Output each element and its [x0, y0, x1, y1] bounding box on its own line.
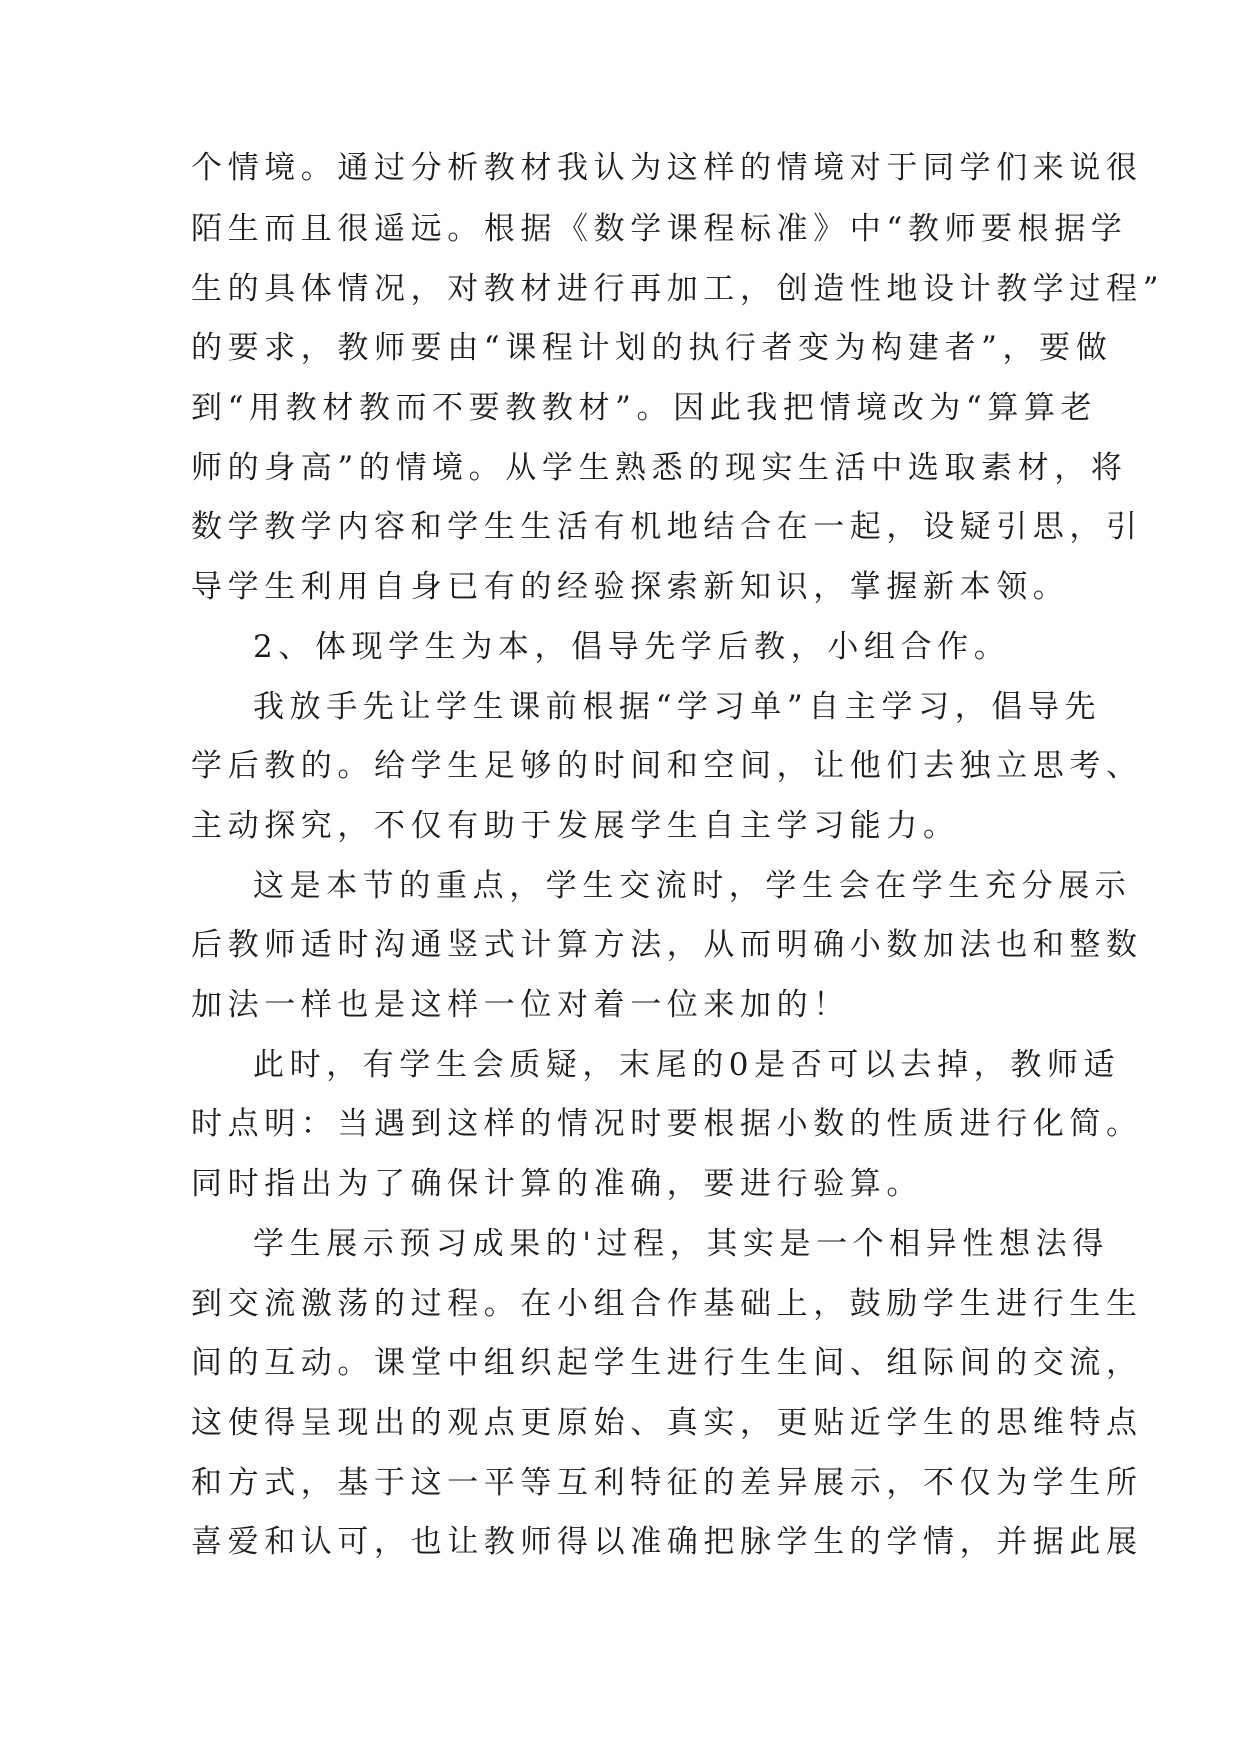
text-line: 这使得呈现出的观点更原始、真实，更贴近学生的思维特点 — [191, 1405, 1143, 1441]
text-line: 学后教的。给学生足够的时间和空间，让他们去独立思考、 — [191, 748, 1143, 784]
text-line: 主动探究，不仅有助于发展学生自主学习能力。 — [191, 808, 960, 844]
text-line: 时点明：当遇到这样的情况时要根据小数的性质进行化简。 — [191, 1106, 1143, 1142]
text-line: 个情境。通过分析教材我认为这样的情境对于同学们来说很 — [191, 150, 1143, 186]
section-heading: 2、体现学生为本，倡导先学后教，小组合作。 — [253, 629, 1011, 665]
text-line: 这是本节的重点，学生交流时，学生会在学生充分展示 — [253, 868, 1132, 904]
text-line: 同时指出为了确保计算的准确，要进行验算。 — [191, 1166, 923, 1202]
text-line: 此时，有学生会质疑，末尾的0是否可以去掉，教师适 — [253, 1047, 1121, 1083]
text-line: 导学生利用自身已有的经验探索新知识，掌握新本领。 — [191, 569, 1070, 605]
text-line: 数学教学内容和学生生活有机地结合在一起，设疑引思，引 — [191, 509, 1143, 545]
text-line: 生的具体情况，对教材进行再加工，创造性地设计教学过程” — [191, 271, 1165, 307]
text-line: 到“用教材教而不要教教材”。因此我把情境改为“算算老 — [191, 390, 1098, 426]
text-line: 我放手先让学生课前根据“学习单”自主学习，倡导先 — [253, 689, 1102, 725]
text-line: 加法一样也是这样一位对着一位来加的！ — [191, 987, 850, 1023]
text-line: 师的身高”的情境。从学生熟悉的现实生活中选取素材，将 — [191, 450, 1128, 486]
text-line: 学生展示预习成果的'过程，其实是一个相异性想法得 — [253, 1226, 1109, 1262]
text-line: 陌生而且很遥远。根据《数学课程标准》中“教师要根据学 — [191, 211, 1128, 247]
text-line: 到交流激荡的过程。在小组合作基础上，鼓励学生进行生生 — [191, 1286, 1143, 1322]
text-line: 的要求，教师要由“课程计划的执行者变为构建者”，要做 — [191, 330, 1113, 366]
text-line: 后教师适时沟通竖式计算方法，从而明确小数加法也和整数 — [191, 927, 1143, 963]
text-line: 和方式，基于这一平等互利特征的差异展示，不仅为学生所 — [191, 1465, 1143, 1501]
text-line: 间的互动。课堂中组织起学生进行生生间、组际间的交流， — [191, 1345, 1143, 1381]
text-line: 喜爱和认可，也让教师得以准确把脉学生的学情，并据此展 — [191, 1524, 1143, 1560]
